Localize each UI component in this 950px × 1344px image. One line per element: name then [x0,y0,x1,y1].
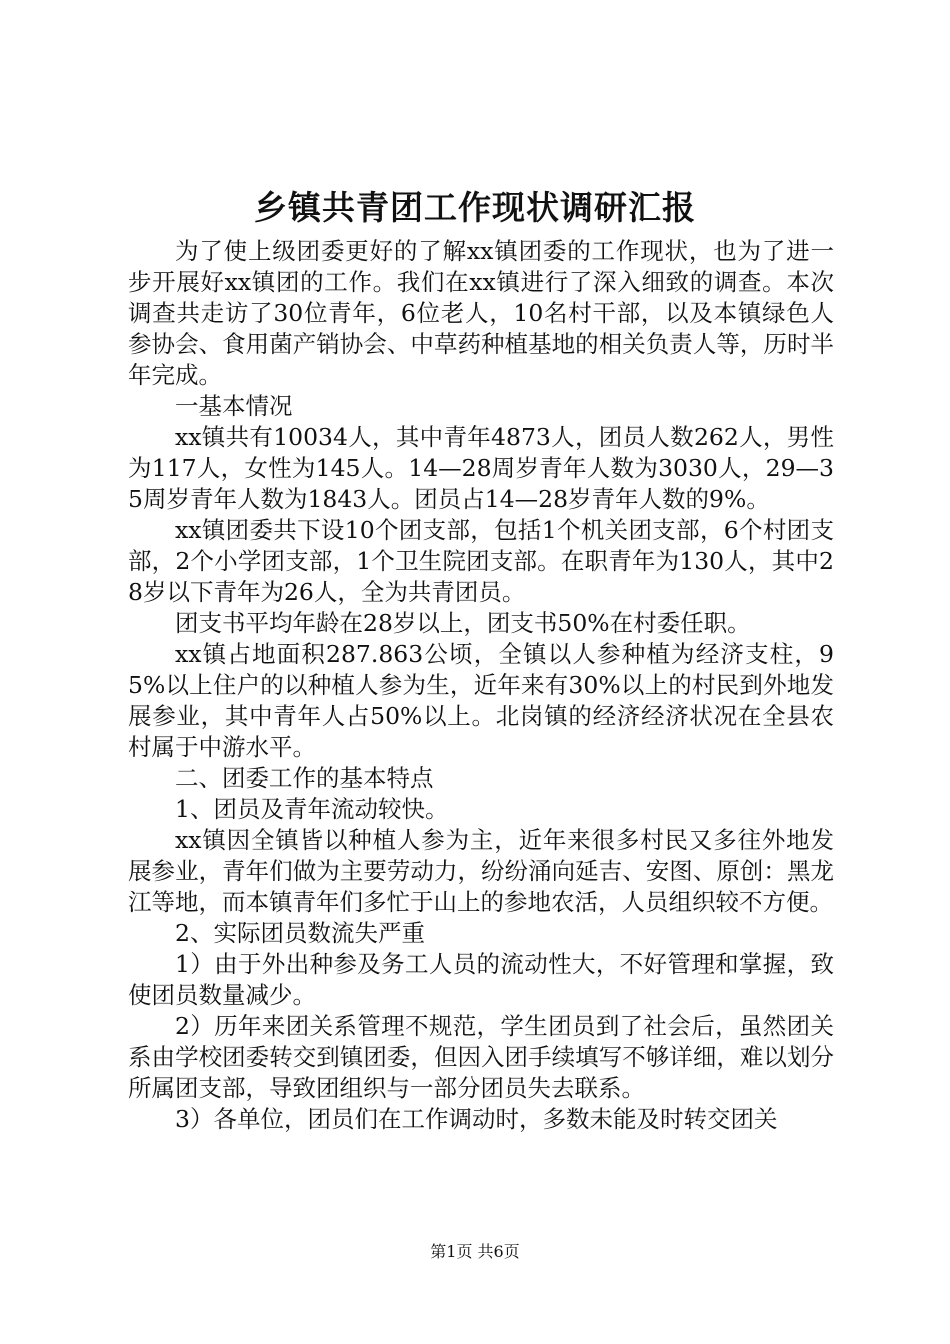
section-heading-basic: 一基本情况 [175,392,293,420]
paragraph-secretary: 团支书平均年龄在28岁以上，团支书50%在村委任职。 [175,609,751,637]
paragraph-loss-1: 1）由于外出种参及务工人员的流动性大，不好管理和掌握，致使团员数量减少。 [128,950,834,1009]
section-heading-features: 二、团委工作的基本特点 [175,764,434,792]
document-body [128,236,834,1135]
paragraph-population: xx镇共有10034人，其中青年4873人，团员人数262人，男性为117人，女性为145人。14—28周岁青年人数为3030人，29—35周岁青年人数为1843人。团员占14—28岁青年人数的9%。 [128,423,834,513]
paragraph-branches: xx镇团委共下设10个团支部，包括1个机关团支部，6个村团支部，2个小学团支部，1个卫生院团支部。在职青年为130人，其中28岁以下青年为26人，全为共青团员。 [128,516,834,606]
paragraph-economy: xx镇占地面积287.863公顷，全镇以人参种植为经济支柱，95%以上住户的以种植人参为生，近年来有30%以上的村民到外地发展参业，其中青年人占50%以上。北岗镇的经济经济状况在全县农村属于中游水平。 [128,640,834,761]
paragraph-intro: 为了使上级团委更好的了解xx镇团委的工作现状，也为了进一步开展好xx镇团的工作。我们在xx镇进行了深入细致的调查。本次调查共走访了30位青年，6位老人，10名村干部，以及本镇绿色人参协会、食用菌产销协会、中草药种植基地的相关负责人等，历时半年完成。 [128,237,834,389]
subheading-loss: 2、实际团员数流失严重 [175,919,425,947]
document-title: 乡镇共青团工作现状调研汇报 [254,188,696,227]
paragraph-loss-2: 2）历年来团关系管理不规范，学生团员到了社会后，虽然团关系由学校团委转交到镇团委，但因入团手续填写不够详细，难以划分所属团支部，导致团组织与一部分团员失去联系。 [128,1012,834,1102]
paragraph-loss-3: 3）各单位，团员们在工作调动时，多数未能及时转交团关 [175,1105,778,1133]
paragraph-mobility: xx镇因全镇皆以种植人参为主，近年来很多村民又多往外地发展参业，青年们做为主要劳动力，纷纷涌向延吉、安图、原创：黑龙江等地，而本镇青年们多忙于山上的参地农活，人员组织较不方便。 [128,826,834,916]
subheading-mobility: 1、团员及青年流动较快。 [175,795,449,823]
page-number: 第1页 共6页 [430,1242,520,1261]
